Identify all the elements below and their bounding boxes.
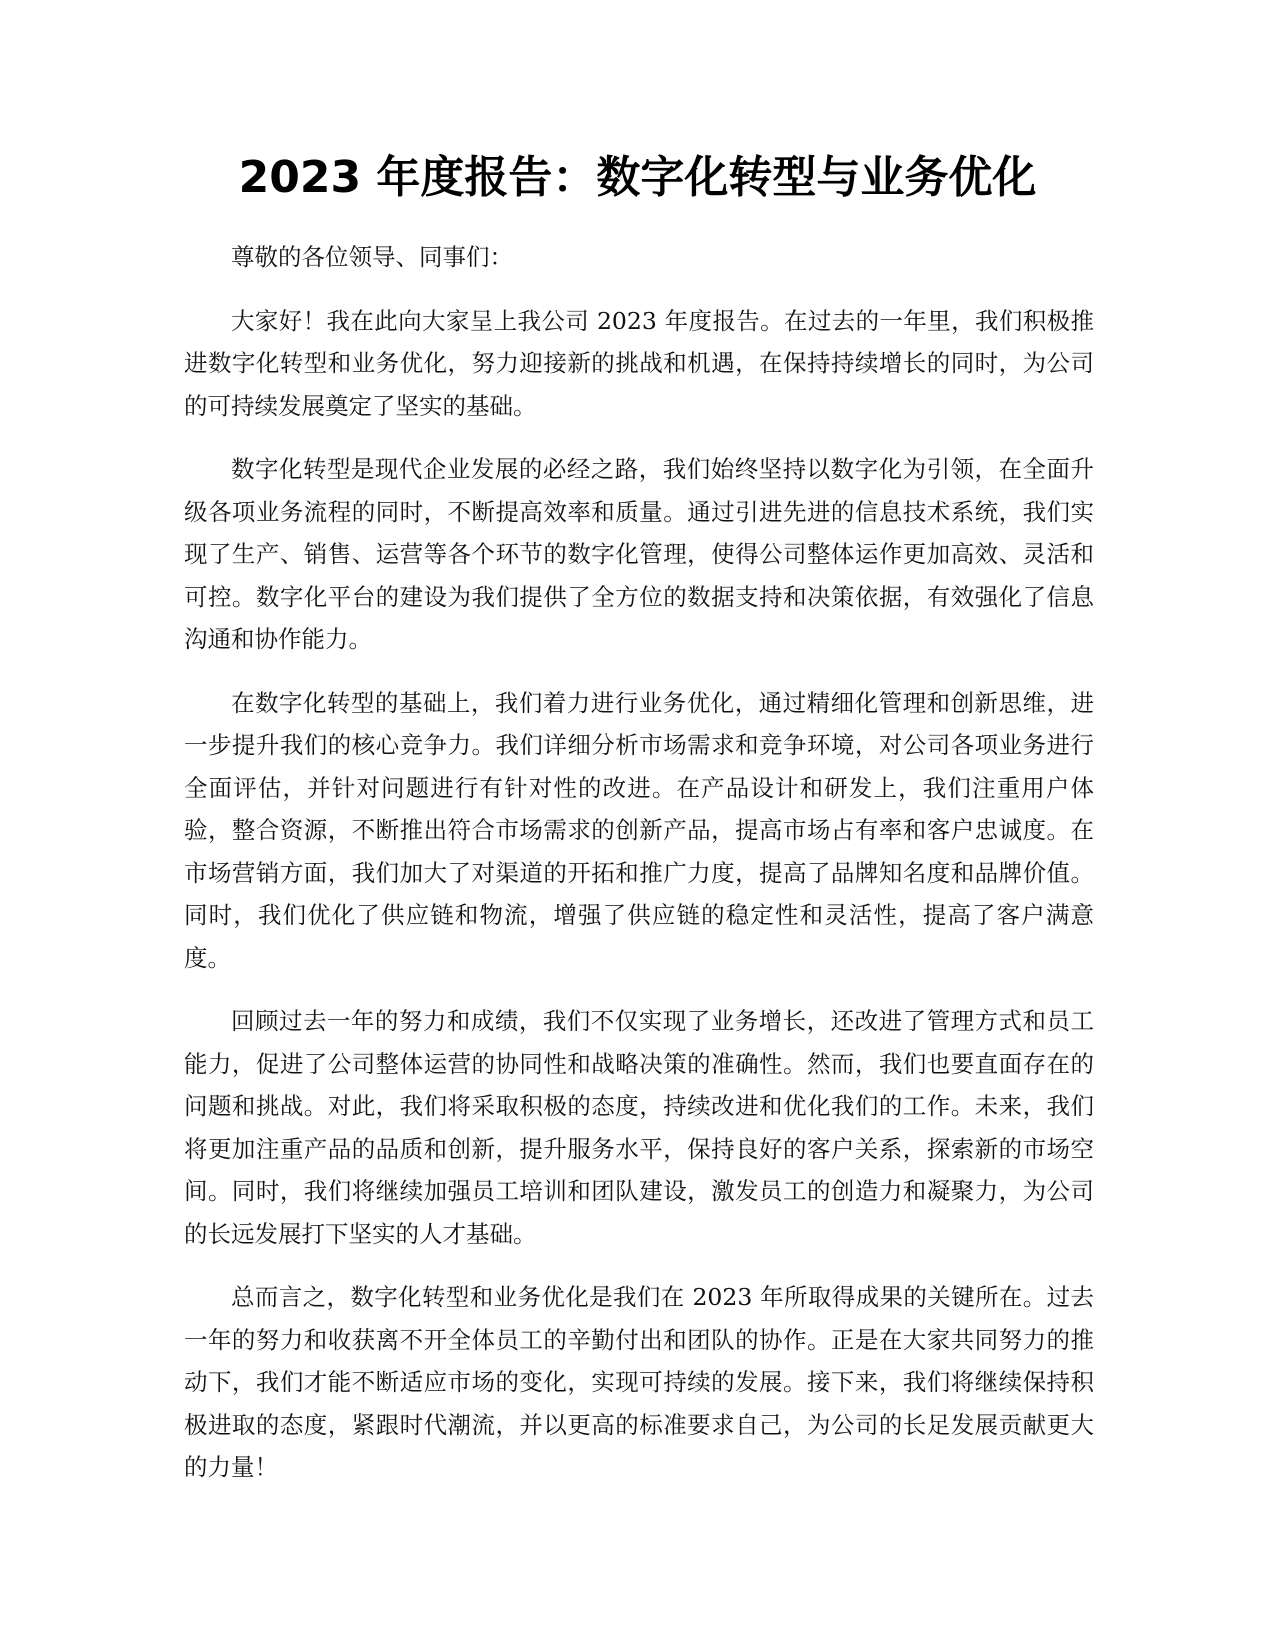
paragraph-review: 回顾过去一年的努力和成绩，我们不仅实现了业务增长，还改进了管理方式和员工能力，促进了公司整体运营的协同性和战略决策的准确性。然而，我们也要直面存在的问题和挑战。对此，我们将采取积极的态度，持续改进和优化我们的工作。未来，我们将更加注重产品的品质和创新，提升服务水平，保持良好的客户关系，探索新的市场空间。同时，我们将继续加强员工培训和团队建设，激发员工的创造力和凝聚力，为公司的长远发展打下坚实的人才基础。 xyxy=(184,1007,1094,1248)
paragraph-business-optimization: 在数字化转型的基础上，我们着力进行业务优化，通过精细化管理和创新思维，进一步提升我们的核心竞争力。我们详细分析市场需求和竞争环境，对公司各项业务进行全面评估，并针对问题进行有针对性的改进。在产品设计和研发上，我们注重用户体验，整合资源，不断推出符合市场需求的创新产品，提高市场占有率和客户忠诚度。在市场营销方面，我们加大了对渠道的开拓和推广力度，提高了品牌知名度和品牌价值。同时，我们优化了供应链和物流，增强了供应链的稳定性和灵活性，提高了客户满意度。 xyxy=(184,688,1094,972)
greeting-line: 尊敬的各位领导、同事们： xyxy=(231,243,513,271)
paragraph-conclusion: 总而言之，数字化转型和业务优化是我们在 2023 年所取得成果的关键所在。过去一年的努力和收获离不开全体员工的辛勤付出和团队的协作。正是在大家共同努力的推动下，我们才能不断适应市场的变化，实现可持续的发展。接下来，我们将继续保持积极进取的态度，紧跟时代潮流，并以更高的标准要求自己，为公司的长足发展贡献更大的力量！ xyxy=(184,1283,1094,1481)
paragraph-intro: 大家好！我在此向大家呈上我公司 2023 年度报告。在过去的一年里，我们积极推进数字化转型和业务优化，努力迎接新的挑战和机遇，在保持持续增长的同时，为公司的可持续发展奠定了坚实的基础。 xyxy=(184,306,1094,420)
document-title: 2023 年度报告：数字化转型与业务优化 xyxy=(238,152,1037,203)
paragraph-digital-transformation: 数字化转型是现代企业发展的必经之路，我们始终坚持以数字化为引领，在全面升级各项业务流程的同时，不断提高效率和质量。通过引进先进的信息技术系统，我们实现了生产、销售、运营等各个环节的数字化管理，使得公司整体运作更加高效、灵活和可控。数字化平台的建设为我们提供了全方位的数据支持和决策依据，有效强化了信息沟通和协作能力。 xyxy=(184,455,1094,653)
document-body xyxy=(184,236,1094,1510)
